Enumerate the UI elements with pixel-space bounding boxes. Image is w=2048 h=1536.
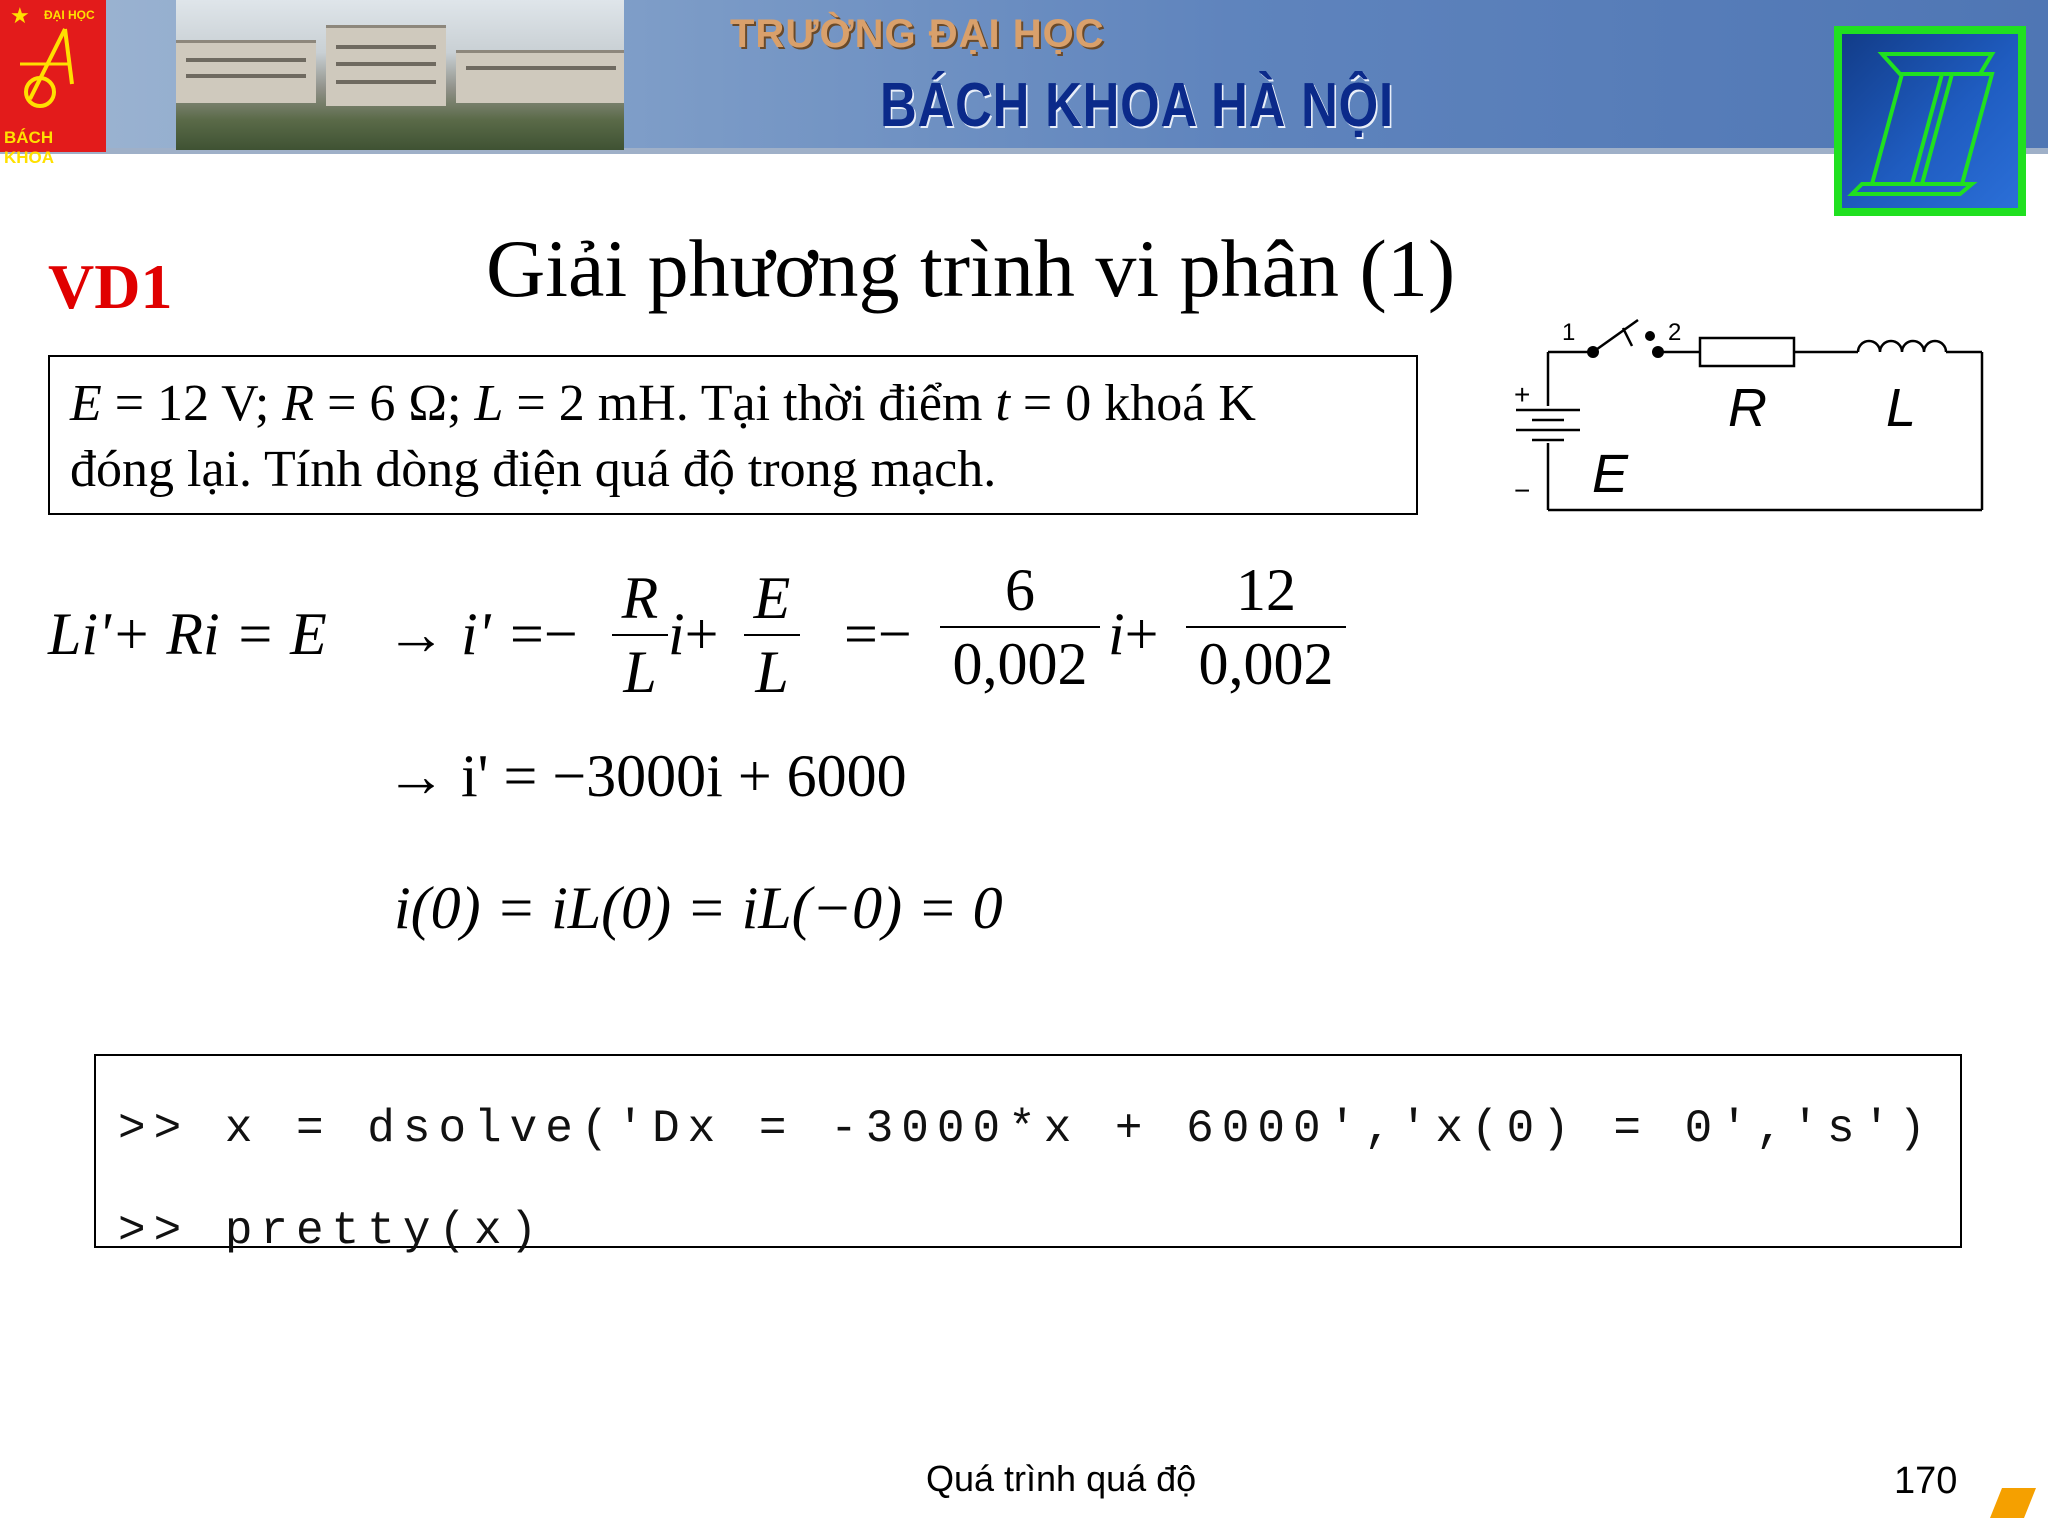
slide-title: Giải phương trình vi phân (1) (486, 223, 1456, 314)
problem-statement (48, 355, 1418, 515)
example-tag: VD1 (48, 251, 173, 322)
logo-bottom-text: BÁCH KHOA (4, 128, 55, 167)
matlab-code-box (94, 1054, 1962, 1257)
campus-photo (176, 0, 624, 150)
circuit-diagram (1500, 310, 2000, 530)
fraction-6-over-0002: 6 0,002 (940, 554, 1100, 700)
eq1-equals-minus: =− (510, 601, 578, 667)
star-icon: ★ (10, 4, 30, 29)
eq1-i-plus-2: i+ (1108, 601, 1159, 667)
inductor-symbol (1858, 341, 1946, 352)
logo-top-text: ĐẠI HỌC (44, 8, 95, 22)
minus-sign: − (1514, 475, 1531, 506)
corner-accent-icon (1990, 1488, 2036, 1518)
university-logo (0, 0, 106, 167)
eq1-arrow: → i' (386, 601, 491, 667)
plus-sign: + (1514, 379, 1531, 410)
compass-icon (10, 24, 90, 124)
inductor-label: L (1886, 378, 1917, 438)
eq1-equals-minus-2: =− (844, 601, 912, 667)
fraction-r-over-l: R L (612, 562, 668, 708)
header-banner (0, 0, 2048, 167)
department-logo (1834, 26, 2026, 216)
problem-line-2: đóng lại. Tính dòng điện quá độ trong mạch. (70, 441, 997, 498)
code-line-2: >> pretty(x) (118, 1205, 546, 1257)
source-label: E (1592, 444, 1629, 504)
footer-text: Quá trình quá độ (926, 1458, 1197, 1499)
eq3: i(0) = iL(0) = iL(−0) = 0 (394, 875, 1003, 941)
eq1-i-plus: i+ (668, 601, 719, 667)
problem-line-1: E = 12 V; R = 6 Ω; L = 2 mH. Tại thời điểm t = 0 khoá K (70, 375, 1256, 432)
code-line-1: >> x = dsolve('Dx = -3000*x + 6000','x(0) = 0','s') (118, 1103, 1934, 1155)
eq1-lhs: Li'+ Ri = E (48, 601, 327, 667)
resistor-symbol (1700, 338, 1794, 366)
resistor-label: R (1728, 378, 1767, 438)
banner-title-line2: BÁCH KHOA HÀ NỘI (880, 71, 1394, 140)
eq2: → i' = −3000i + 6000 (386, 743, 907, 809)
fraction-e-over-l: E L (744, 562, 800, 708)
page-number: 170 (1894, 1460, 1958, 1502)
banner-title-line1: TRƯỜNG ĐẠI HỌC (730, 12, 1105, 56)
switch-label-1: 1 (1562, 319, 1576, 346)
fraction-12-over-0002: 12 0,002 (1186, 554, 1346, 700)
bi-logo-icon (1842, 34, 2018, 208)
switch-label-2: 2 (1668, 319, 1682, 346)
